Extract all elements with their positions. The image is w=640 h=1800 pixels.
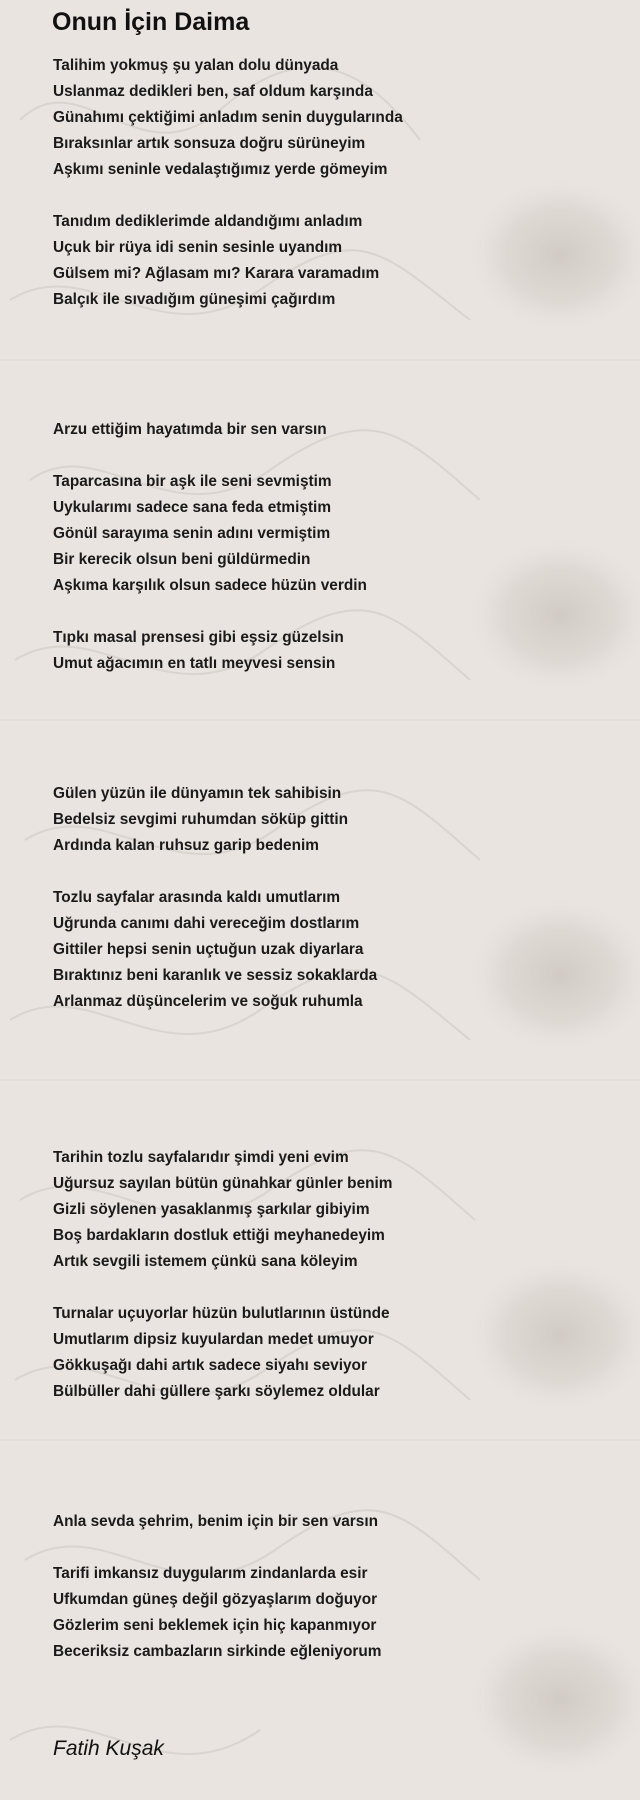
stanza xyxy=(53,469,613,599)
poem-line: Gizli söylenen yasaklanmış şarkılar gibiyim xyxy=(53,1201,370,1218)
stanza xyxy=(53,885,613,1015)
poem-line: Gittiler hepsi senin uçtuğun uzak diyarlara xyxy=(53,941,364,958)
section-gap xyxy=(53,1015,613,1145)
poem-line: Umut ağacımın en tatlı meyvesi sensin xyxy=(53,655,336,672)
poem-line: Arlanmaz düşüncelerim ve soğuk ruhumla xyxy=(53,993,363,1010)
poem-line: Gülen yüzün ile dünyamın tek sahibisin xyxy=(53,785,342,802)
poem-line: Boş bardakların dostluk ettiği meyhanedeyim xyxy=(53,1227,385,1244)
poem-line: Bedelsiz sevgimi ruhumdan söküp gittin xyxy=(53,811,349,828)
poem-line: Uğrunda canımı dahi vereceğim dostlarım xyxy=(53,915,360,932)
poem-line: Turnalar uçuyorlar hüzün bulutlarının üstünde xyxy=(53,1305,390,1322)
poem-line: Günahımı çektiğimi anladım senin duygularında xyxy=(53,109,403,126)
section-gap xyxy=(53,313,613,417)
poem-line: Bir kerecik olsun beni güldürmedin xyxy=(53,551,311,568)
stanza xyxy=(53,781,613,859)
stanza-gap xyxy=(53,1535,613,1561)
poem-title: Onun İçin Daima xyxy=(52,8,250,36)
poem-line: Taparcasına bir aşk ile seni sevmiştim xyxy=(53,473,332,490)
poem-line: Ardında kalan ruhsuz garip bedenim xyxy=(53,837,319,854)
poem-body xyxy=(53,53,613,1665)
poem-line: Tarihin tozlu sayfalarıdır şimdi yeni evim xyxy=(53,1149,349,1166)
stanza xyxy=(53,1509,613,1535)
stanza xyxy=(53,1561,613,1665)
poem-line: Bülbüller dahi güllere şarkı söylemez oldular xyxy=(53,1383,380,1400)
poem-line: Gökkuşağı dahi artık sadece siyahı seviyor xyxy=(53,1357,367,1374)
poem-line: Umutlarım dipsiz kuyulardan medet umuyor xyxy=(53,1331,374,1348)
stanza-gap xyxy=(53,599,613,625)
poem-line: Aşkıma karşılık olsun sadece hüzün verdin xyxy=(53,577,367,594)
poem-line: Gülsem mi? Ağlasam mı? Karara varamadım xyxy=(53,265,380,282)
stanza xyxy=(53,1145,613,1275)
poem-line: Tıpkı masal prensesi gibi eşsiz güzelsin xyxy=(53,629,344,646)
poem-line: Ufkumdan güneş değil gözyaşlarım doğuyor xyxy=(53,1591,378,1608)
poem-line: Gönül sarayıma senin adını vermiştim xyxy=(53,525,331,542)
author-signature: Fatih Kuşak xyxy=(53,1737,164,1760)
stanza xyxy=(53,625,613,677)
poem-line: Arzu ettiğim hayatımda bir sen varsın xyxy=(53,421,327,438)
stanza-gap xyxy=(53,183,613,209)
poem-line: Uğursuz sayılan bütün günahkar günler benim xyxy=(53,1175,393,1192)
poem-line: Tarifi imkansız duygularım zindanlarda esir xyxy=(53,1565,368,1582)
poem-line: Balçık ile sıvadığım güneşimi çağırdım xyxy=(53,291,336,308)
poem-line: Aşkımı seninle vedalaştığımız yerde gömeyim xyxy=(53,161,388,178)
stanza xyxy=(53,1301,613,1405)
stanza-gap xyxy=(53,859,613,885)
stanza xyxy=(53,53,613,183)
poem-line: Beceriksiz cambazların sirkinde eğleniyorum xyxy=(53,1643,382,1660)
poem-line: Artık sevgili istemem çünkü sana köleyim xyxy=(53,1253,358,1270)
poem-line: Bıraksınlar artık sonsuza doğru sürüneyim xyxy=(53,135,366,152)
poem-line: Bıraktınız beni karanlık ve sessiz sokaklarda xyxy=(53,967,378,984)
poem-line: Uslanmaz dedikleri ben, saf oldum karşında xyxy=(53,83,373,100)
stanza xyxy=(53,209,613,313)
poem-line: Uçuk bir rüya idi senin sesinle uyandım xyxy=(53,239,343,256)
stanza xyxy=(53,417,613,443)
poem-line: Gözlerim seni beklemek için hiç kapanmıyor xyxy=(53,1617,377,1634)
stanza-gap xyxy=(53,443,613,469)
poem-line: Tanıdım dediklerimde aldandığımı anladım xyxy=(53,213,363,230)
poem-line: Anla sevda şehrim, benim için bir sen varsın xyxy=(53,1513,379,1530)
poem-line: Tozlu sayfalar arasında kaldı umutlarım xyxy=(53,889,341,906)
section-gap xyxy=(53,1405,613,1509)
poem-line: Uykularımı sadece sana feda etmiştim xyxy=(53,499,332,516)
stanza-gap xyxy=(53,1275,613,1301)
poem-line: Talihim yokmuş şu yalan dolu dünyada xyxy=(53,57,339,74)
section-gap xyxy=(53,677,613,781)
